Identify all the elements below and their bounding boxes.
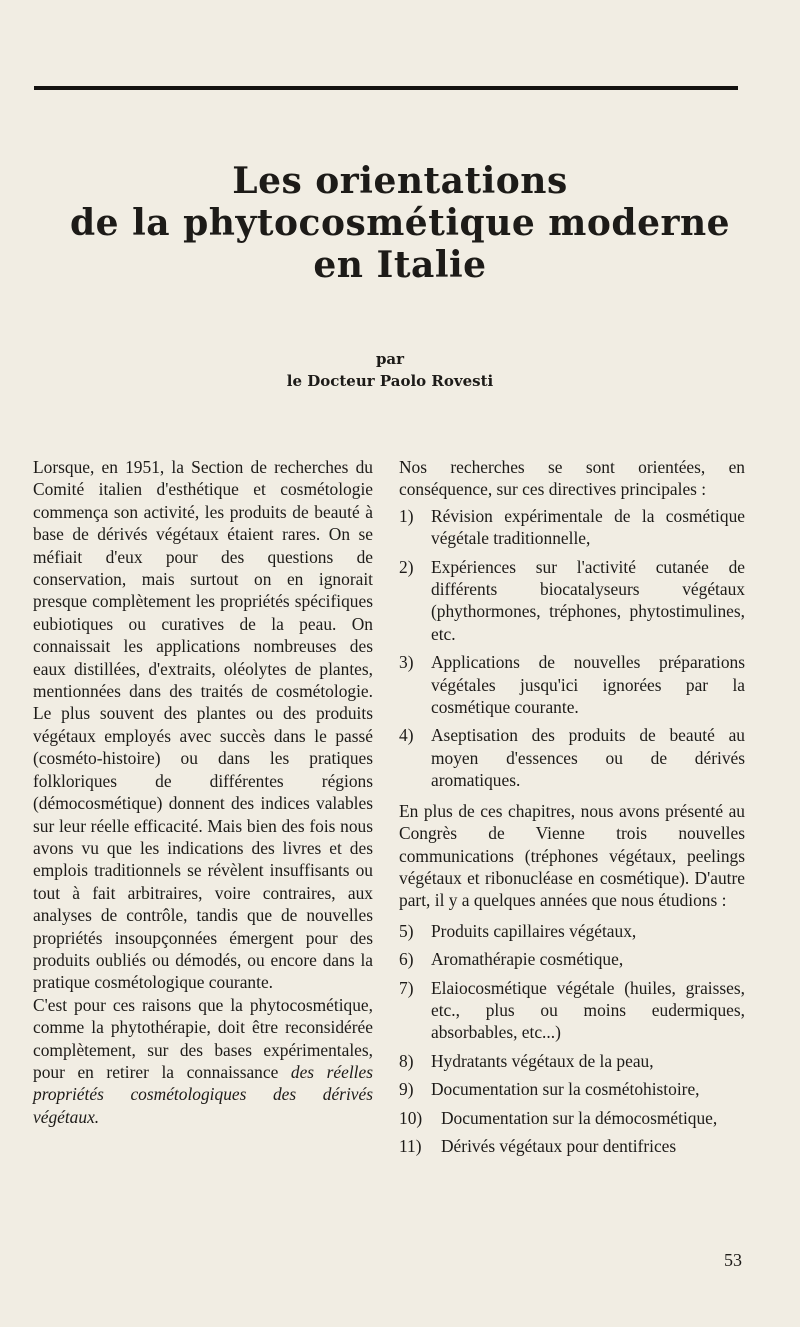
left-paragraph-2 — [33, 994, 373, 1128]
list-item-text: Documentation sur la démocosmétique, — [441, 1107, 718, 1128]
list-item — [399, 1078, 745, 1100]
page-number: 53 — [724, 1250, 742, 1270]
list-item — [399, 920, 745, 942]
byline-author: le Docteur Paolo Rovesti — [286, 372, 494, 390]
list-item-text: Produits capillaires végétaux, — [431, 920, 637, 941]
list-item-number: 3) — [399, 652, 414, 673]
directives-list — [399, 505, 745, 792]
left-paragraph-2-italic: des réelles propriétés cosmétologiques des dérivés végétaux. — [33, 1061, 373, 1127]
list-item-text: Applications de nouvelles préparations végétales jusqu'ici ignorées par la cosmétique courante. — [431, 652, 745, 718]
list-item — [399, 948, 745, 970]
top-rule — [34, 86, 738, 90]
list-item-number: 9) — [399, 1079, 414, 1100]
left-column — [33, 456, 373, 1128]
byline — [140, 348, 640, 392]
right-paragraph-2: En plus de ces chapitres, nous avons présenté au Congrès de Vienne trois nouvelles communications (tréphones végétaux, peelings végétaux et ribonucléase en cosmétique). D'autre part, il y a quelques années que nous étudions : — [399, 800, 745, 911]
list-item-number: 5) — [399, 920, 414, 941]
list-item — [399, 505, 745, 550]
list-item-text: Aseptisation des produits de beauté au moyen d'essences ou de dérivés aromatiques. — [431, 725, 745, 791]
left-paragraph-1: Lorsque, en 1951, la Section de recherches du Comité italien d'esthétique et cosmétologie commença son activité, les produits de beauté à base de dérivés végétaux étaient rares. On se méfiait d'eux pour des questions de conservation, mais surtout on en ignorait presque complètement les propriétés spécifiques eubiotiques ou curatives de la peau. On connaissait les applications nombreuses des eaux distillées, d'extraits, oléolytes de plantes, mentionnées dans des traités de cosmétologie. Le plus souvent des plantes ou des produits végétaux employés avec succès dans le passé (cosméto-histoire) ou dans les pratiques folkloriques de différentes régions (démocosmétique) donnent des indices valables sur leur réelle efficacité. Mais bien des fois nous avons vu que les indications des livres et des emplois traditionnels se révèlent insuffisants ou tout à fait arbitraires, voire contraires, aux analyses de contrôle, tandis que de nouvelles propriétés insoupçonnées émergent pour des produits oubliés ou démodés, ou encore dans la pratique cosmétologique courante. — [33, 457, 373, 993]
list-item — [399, 1135, 745, 1157]
right-column — [399, 456, 745, 1165]
studies-list — [399, 920, 745, 1158]
list-item-text: Aromathérapie cosmétique, — [431, 949, 624, 970]
list-item-number: 2) — [399, 556, 414, 577]
list-item-number: 6) — [399, 949, 414, 970]
list-item-text: Documentation sur la cosmétohistoire, — [431, 1079, 700, 1100]
list-item-text: Hydratants végétaux de la peau, — [431, 1050, 654, 1071]
list-item-number: 7) — [399, 977, 414, 998]
list-item — [399, 651, 745, 718]
list-item-number: 11) — [399, 1135, 422, 1156]
byline-par: par — [375, 350, 405, 368]
list-item-number: 8) — [399, 1050, 414, 1071]
list-item — [399, 1050, 745, 1072]
list-item-text: Elaiocosmétique végétale (huiles, graisses, etc., plus ou moins eudermiques, absorbables, etc...) — [431, 977, 745, 1043]
list-item-number: 1) — [399, 505, 414, 526]
right-intro: Nos recherches se sont orientées, en conséquence, sur ces directives principales : — [399, 457, 745, 500]
left-paragraph-2-text: C'est pour ces raisons que la phytocosmétique, comme la phytothérapie, doit être reconsidérée complètement, sur des bases expérimentales, pour en retirer la connaissance — [33, 994, 373, 1082]
title-line-2: de la phytocosmétique moderne — [69, 202, 731, 244]
title-line-3: en Italie — [313, 244, 487, 286]
article-title — [60, 160, 740, 286]
list-item-text: Dérivés végétaux pour dentifrices — [441, 1135, 677, 1156]
list-item — [399, 1107, 745, 1129]
list-item-text: Révision expérimentale de la cosmétique végétale traditionnelle, — [431, 505, 745, 549]
title-line-1: Les orientations — [232, 160, 568, 202]
list-item — [399, 556, 745, 646]
list-item — [399, 724, 745, 791]
list-item-number: 4) — [399, 725, 414, 746]
list-item — [399, 977, 745, 1044]
list-item-number: 10) — [399, 1107, 423, 1128]
list-item-text: Expériences sur l'activité cutanée de différents biocatalyseurs végétaux (phythormones, tréphones, phytostimulines, etc. — [431, 556, 745, 644]
